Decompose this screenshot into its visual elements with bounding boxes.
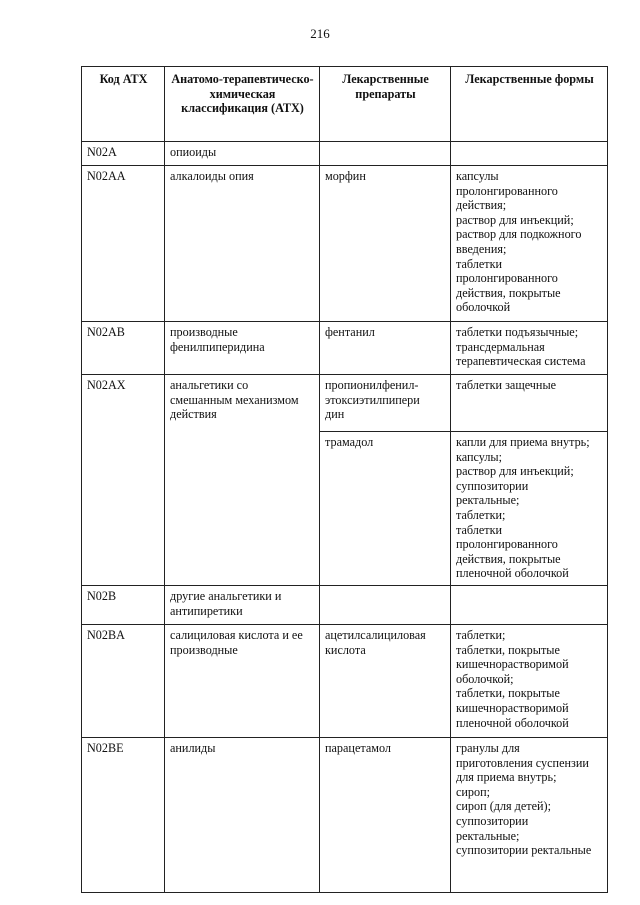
cell-drug: пропионилфенил- этоксиэтилпипери дин [320, 375, 451, 432]
table-row [82, 322, 608, 375]
header-classification: Анатомо-терапевтическо-химическая классификация (АТХ) [165, 67, 320, 142]
cell-code: N02B [82, 586, 165, 625]
cell-drug: трамадол [320, 432, 451, 586]
cell-drug: морфин [320, 166, 451, 322]
cell-classification: производные фенилпиперидина [165, 322, 320, 375]
cell-forms [451, 142, 608, 166]
header-dosage-forms: Лекарственные формы [451, 67, 608, 142]
table-row [82, 625, 608, 738]
cell-code: N02BE [82, 738, 165, 893]
cell-code: N02AA [82, 166, 165, 322]
cell-classification: анилиды [165, 738, 320, 893]
cell-code: N02AB [82, 322, 165, 375]
cell-drug [320, 142, 451, 166]
cell-drug: парацетамол [320, 738, 451, 893]
cell-drug: ацетилсалициловая кислота [320, 625, 451, 738]
cell-drug: фентанил [320, 322, 451, 375]
cell-forms: таблетки подъязычные; трансдермальная терапевтическая система [451, 322, 608, 375]
header-atx-code: Код АТХ [82, 67, 165, 142]
cell-code: N02BA [82, 625, 165, 738]
cell-classification: алкалоиды опия [165, 166, 320, 322]
atx-drug-table [81, 66, 608, 893]
cell-classification: другие анальгетики и антипиретики [165, 586, 320, 625]
table-header-row [82, 67, 608, 142]
cell-code: N02AX [82, 375, 165, 586]
table-row [82, 586, 608, 625]
cell-forms: таблетки; таблетки, покрытые кишечнорастворимой оболочкой; таблетки, покрытые кишечнорастворимой пленочной оболочкой [451, 625, 608, 738]
cell-forms: капли для приема внутрь; капсулы; раствор для инъекций; суппозитории ректальные; таблетки; таблетки пролонгированного действия, покрытые пленочной оболочкой [451, 432, 608, 586]
page-number: 216 [310, 26, 330, 41]
cell-classification: опиоиды [165, 142, 320, 166]
table-row [82, 738, 608, 893]
cell-drug [320, 586, 451, 625]
table-row [82, 166, 608, 322]
table-row [82, 375, 608, 432]
cell-forms [451, 586, 608, 625]
cell-forms: таблетки защечные [451, 375, 608, 432]
cell-classification: салициловая кислота и ее производные [165, 625, 320, 738]
cell-code: N02A [82, 142, 165, 166]
header-drugs: Лекарственные препараты [320, 67, 451, 142]
cell-forms: гранулы для приготовления суспензии для приема внутрь; сироп; сироп (для детей); суппозитории ректальные; суппозитории ректальные [451, 738, 608, 893]
table-row [82, 142, 608, 166]
cell-classification: анальгетики со смешанным механизмом действия [165, 375, 320, 586]
cell-forms: капсулы пролонгированного действия; раствор для инъекций; раствор для подкожного введения; таблетки пролонгированного действия, покрытые оболочкой [451, 166, 608, 322]
